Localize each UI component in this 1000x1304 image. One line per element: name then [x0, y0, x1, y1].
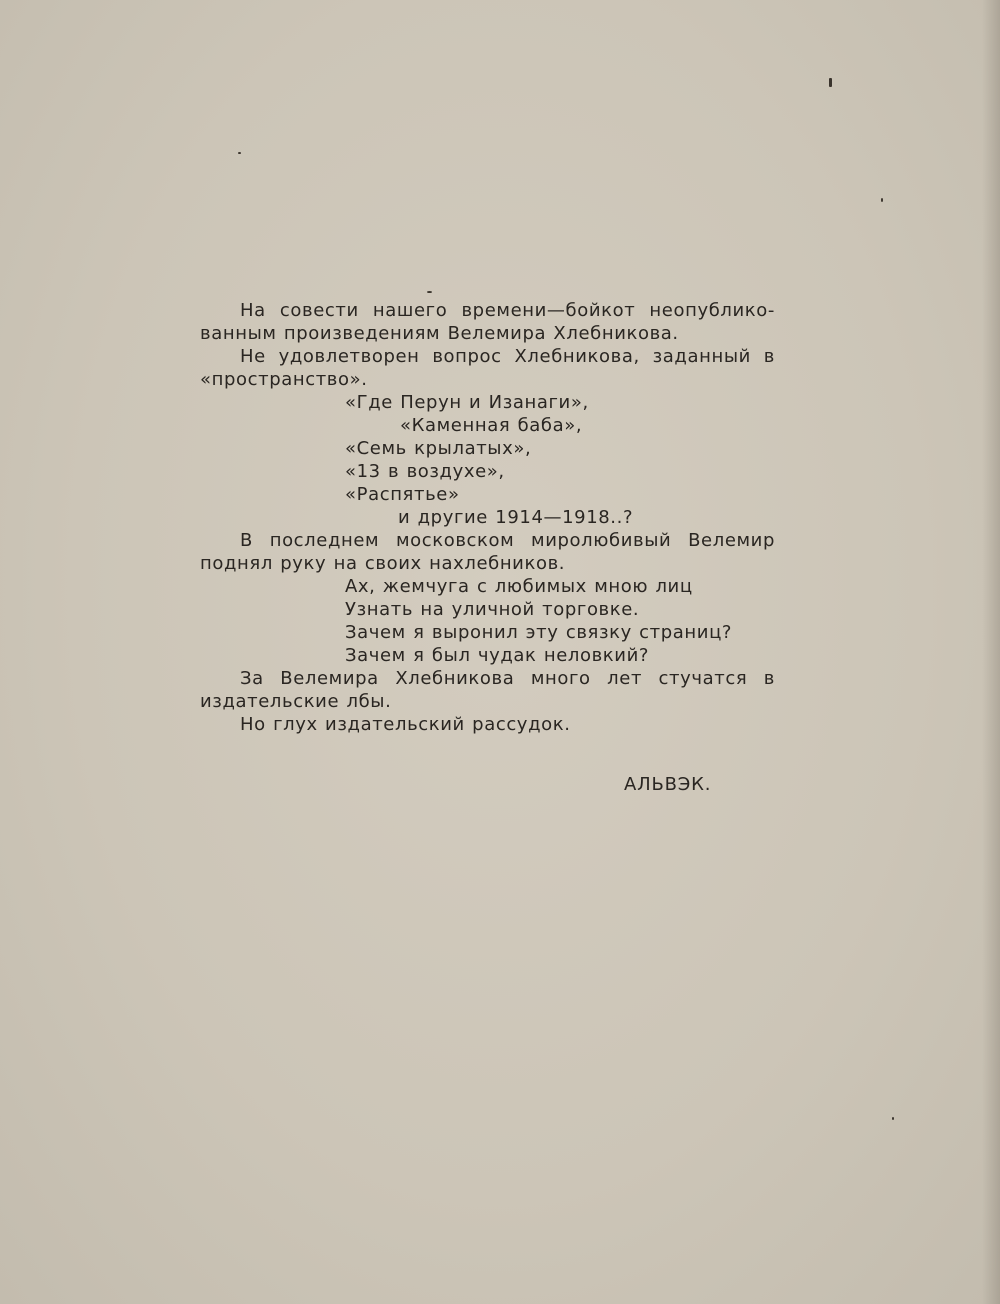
title-list-item: «Где Перун и Изанаги»,: [345, 392, 589, 413]
paper-speck: [829, 78, 832, 87]
paragraph-1-line-2: ванным произведениям Велемира Хлебникова.: [200, 323, 679, 344]
paragraph-2-line-1: Не удовлетворен вопрос Хлебникова, заданный в: [240, 346, 775, 367]
poem-line: Узнать на уличной торговке.: [345, 599, 640, 620]
paragraph-4-line-2: издательские лбы.: [200, 691, 392, 712]
paragraph-1-line-1: На совести нашего времени—бойкот неопублико-: [240, 300, 775, 321]
main-text: [200, 299, 775, 736]
title-list-item: «13 в воздухе»,: [345, 461, 505, 482]
title-list-item: «Каменная баба»,: [400, 415, 583, 436]
title-list-item: и другие 1914—1918..?: [398, 507, 634, 528]
paper-speck: [881, 198, 883, 202]
paper-speck: [892, 1117, 894, 1120]
paper-speck: [238, 152, 241, 154]
paragraph-3-line-2: поднял руку на своих нахлебников.: [200, 553, 566, 574]
title-list-item: «Распятье»: [345, 484, 460, 505]
poem-line: Зачем я выронил эту связку страниц?: [345, 622, 733, 643]
paragraph-2-line-2: «пространство».: [200, 369, 368, 390]
poem-line: Зачем я был чудак неловкий?: [345, 645, 650, 666]
paragraph-3-line-1: В последнем московском миролюбивый Велемир: [240, 530, 775, 551]
paper-speck: [427, 291, 432, 293]
page-edge-shadow: [982, 0, 1000, 1304]
title-list-item: «Семь крылатых»,: [345, 438, 532, 459]
paragraph-4-line-1: За Велемира Хлебникова много лет стучатся в: [240, 668, 775, 689]
signature: АЛЬВЭК.: [624, 774, 712, 795]
poem-line: Ах, жемчуга с любимых мною лиц: [345, 576, 693, 597]
paragraph-5-line-1: Но глух издательский рассудок.: [240, 714, 571, 735]
